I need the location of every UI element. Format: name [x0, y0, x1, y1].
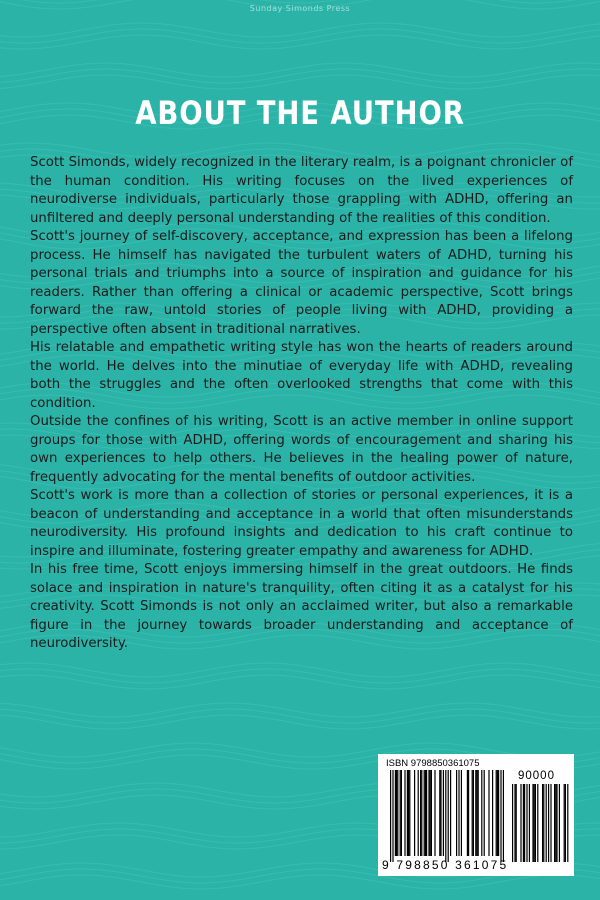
barcode-bar — [478, 770, 479, 856]
barcode-bar — [401, 770, 402, 856]
barcode-digits: 9 798850 361075 — [382, 858, 509, 872]
barcode-bar — [556, 784, 557, 862]
barcode-bar — [440, 770, 441, 856]
wave-line — [0, 875, 600, 889]
barcode-bar — [456, 770, 457, 856]
barcode-bar — [445, 770, 446, 862]
barcode-bar — [514, 784, 515, 862]
barcode-bar — [396, 770, 397, 856]
barcode-bar — [414, 770, 415, 856]
barcode-bar — [567, 784, 568, 862]
barcode-bar — [526, 784, 527, 862]
barcode-bar — [407, 770, 408, 856]
barcode-bar — [503, 770, 504, 862]
barcode-bar — [534, 784, 535, 862]
barcode-bar — [565, 784, 566, 862]
barcode-bar — [475, 770, 476, 856]
barcode-bar — [484, 770, 485, 856]
barcode-bar — [448, 770, 449, 862]
barcode-bar — [542, 784, 543, 862]
barcode-bar — [550, 784, 551, 862]
barcode-bar — [546, 784, 547, 862]
barcode-bar — [426, 770, 427, 856]
barcode-bar — [537, 784, 538, 862]
barcode-bar — [450, 770, 451, 856]
isbn-barcode — [378, 754, 574, 876]
barcode-bar — [420, 770, 421, 856]
wave-line — [0, 0, 600, 3]
barcode-bar — [516, 784, 517, 862]
barcode-bar — [500, 770, 501, 862]
barcode-bar — [409, 770, 410, 856]
barcode-bar — [400, 770, 401, 856]
barcode-bar — [488, 770, 489, 856]
bio-paragraph: Scott's work is more than a collection of stories or personal experiences, it is a beacon of understanding and acceptance in a world that often misunderstands neurodiversity. His profound insights and dedication to his craft continue to inspire and illuminate, fostering greater empathy and awareness for ADHD. — [30, 488, 573, 559]
barcode-bar — [523, 784, 524, 862]
barcode-bar — [439, 770, 440, 856]
wave-line — [0, 669, 600, 683]
barcode-bar — [390, 770, 391, 862]
barcode-bar — [418, 770, 419, 856]
barcode-bar — [481, 770, 482, 856]
barcode-bar — [535, 784, 536, 862]
bio-paragraph: His relatable and empathetic writing style has won the hearts of readers around the world. He delves into the minutiae of everyday life with ADHD, revealing both the struggles and the often overlooked strengths that come with this condition. — [30, 340, 573, 411]
barcode-bar — [555, 784, 556, 862]
barcode-bar — [498, 770, 499, 856]
bio-paragraph: In his free time, Scott enjoys immersing himself in the great outdoors. He finds solace and inspiration in nature's tranquility, often citing it as a catalyst for his creativity. Scott Simonds is not only an acclaimed writer, but also a remarkable figure in the journey towards broader understanding and acceptance of neurodiversity. — [30, 562, 573, 651]
barcode-bar — [408, 770, 409, 856]
wave-line — [0, 703, 600, 717]
barcode-bar — [532, 784, 533, 862]
barcode-bar — [431, 770, 432, 856]
barcode-bar — [492, 770, 493, 856]
barcode-bar — [430, 770, 431, 856]
barcode-bar — [529, 784, 530, 862]
barcode-bar — [512, 784, 513, 862]
barcode-bar — [472, 770, 473, 856]
barcode-bar — [392, 770, 393, 862]
barcode-bar — [424, 770, 425, 856]
barcode-bar — [458, 770, 459, 856]
barcode-bar — [524, 784, 525, 862]
barcode-bar — [467, 770, 468, 856]
barcode-bar — [421, 770, 422, 856]
barcode-bar — [428, 770, 429, 856]
barcode-bar — [395, 770, 396, 856]
barcode-bar — [404, 770, 405, 856]
isbn-label: ISBN 9798850361075 — [386, 758, 480, 769]
barcode-bar — [473, 770, 474, 856]
barcode-bar — [548, 784, 549, 862]
barcode-bar — [434, 770, 435, 856]
barcode-bar — [520, 784, 521, 862]
bio-paragraph: Outside the confines of his writing, Scott is an active member in online support groups for those with ADHD, offering words of encouragement and sharing his own experiences to help others. He believes in the healing power of nature, frequently advocating for the mental benefits of outdoor activities. — [30, 414, 573, 485]
price-code: 90000 — [518, 770, 555, 782]
barcode-bar — [554, 784, 555, 862]
author-bio — [30, 154, 573, 654]
bio-paragraph: Scott's journey of self-discovery, acceptance, and expression has been a lifelong process. He himself has navigated the turbulent waters of ADHD, turning his personal trials and triumphs into a source of inspiration and guidance for his readers. Rather than offering a clinical or academic perspective, Scott brings forward the raw, untold stories of people living with ADHD, providing a perspective often absent in traditional narratives. — [30, 229, 573, 337]
barcode-bar — [476, 770, 477, 856]
barcode-bar — [397, 770, 398, 856]
barcode-bar — [564, 784, 565, 862]
barcode-bar — [425, 770, 426, 856]
barcode-bar — [461, 770, 462, 856]
barcode-bar — [543, 784, 544, 862]
barcode-bar — [496, 770, 497, 856]
wave-line — [0, 675, 600, 689]
barcode-bar — [559, 784, 560, 862]
page-title: ABOUT THE AUTHOR — [135, 94, 465, 132]
barcode-bar — [497, 770, 498, 856]
top-tagline: Sunday Simonds Press — [249, 4, 351, 13]
barcode-bar — [443, 770, 444, 856]
wave-line — [0, 75, 600, 89]
barcode-bar — [468, 770, 469, 856]
bio-paragraph: Scott Simonds, widely recognized in the literary realm, is a poignant chronicler of the human condition. His writing focuses on the lived experiences of neurodiverse individuals, particularly those grappling with ADHD, offering an unfiltered and deeply personal understanding of the realities of this condition. — [30, 155, 573, 226]
